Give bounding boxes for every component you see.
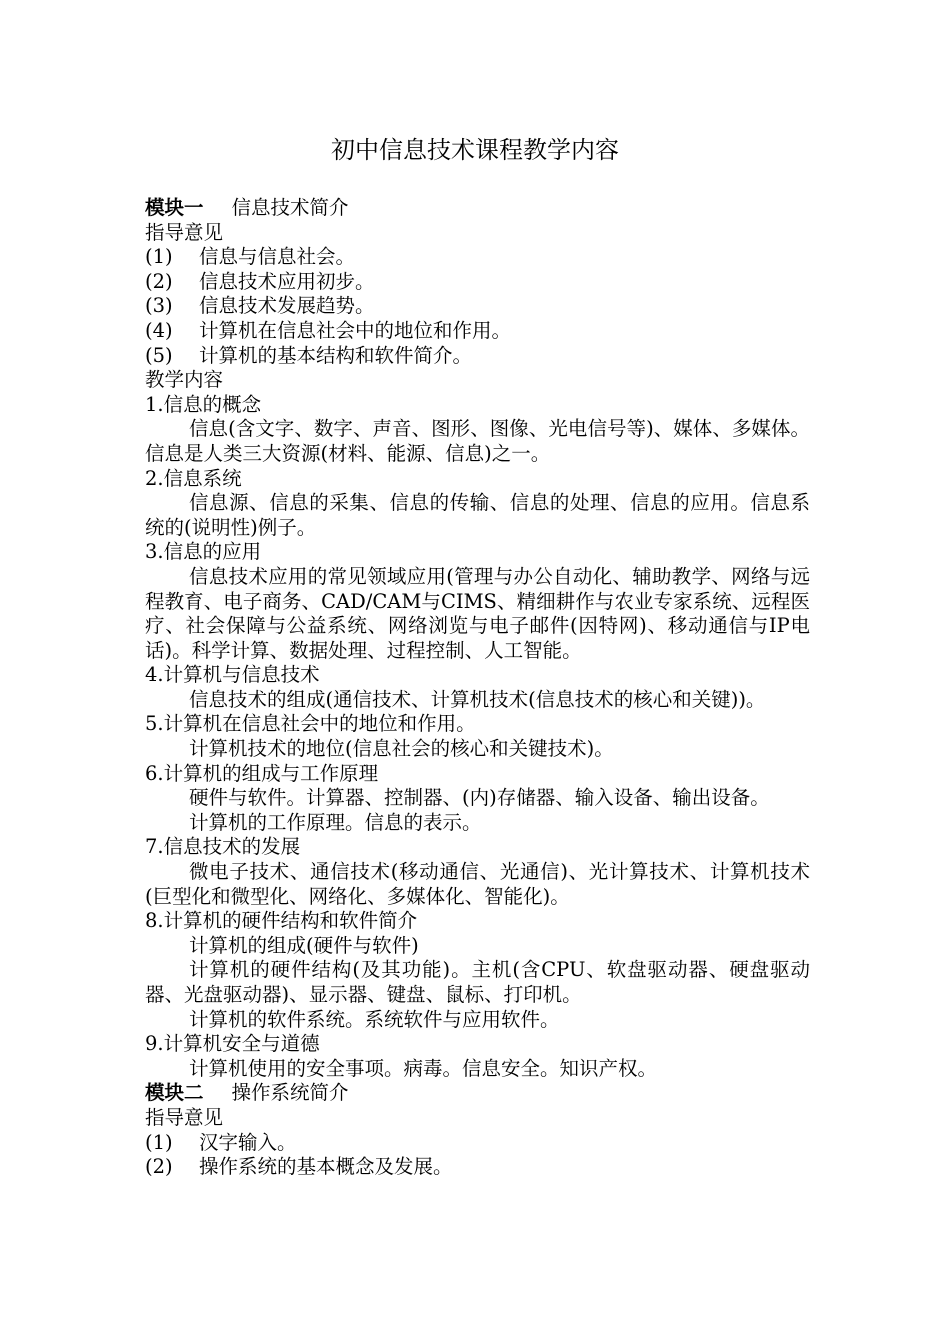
module-heading [145,196,810,221]
guide-item-number: (2) [145,269,173,293]
section-paragraph: 计算机技术的地位(信息社会的核心和关键技术)。 [189,737,614,761]
section-heading: 8.计算机的硬件结构和软件简介 [145,909,418,933]
section-paragraph: 硬件与软件。计算器、控制器、(内)存储器、输入设备、输出设备。 [189,786,770,810]
document-body [145,196,810,1180]
guide-item-text: 汉字输入。 [199,1130,297,1154]
guide-item-number: (2) [145,1155,173,1179]
guide-heading: 指导意见 [145,1105,224,1129]
guide-list [145,1131,810,1180]
module-name: 信息技术简介 [231,196,349,219]
content-sections [145,393,810,1082]
section-heading: 7.信息技术的发展 [145,835,301,859]
guide-item-text: 计算机的基本结构和软件简介。 [199,343,473,367]
section-paragraph: 信息技术应用的常见领域应用(管理与办公自动化、辅助教学、网络与远程教育、电子商务、CAD/CAM与CIMS、精细耕作与农业专家系统、远程医疗、社会保障与公益系统、网络浏览与电子邮件(因特网)、移动通信与IP电话)。科学计算、数据处理、过程控制、人工智能。 [145,564,810,662]
section-heading: 2.信息系统 [145,466,242,490]
content-heading: 教学内容 [145,368,224,392]
section-paragraph: 计算机的软件系统。系统软件与应用软件。 [189,1007,560,1031]
section-paragraph: 计算机使用的安全事项。病毒。信息安全。知识产权。 [189,1056,658,1080]
module-label: 模块二 [145,1081,204,1105]
module-label: 模块一 [145,196,204,219]
section-heading: 3.信息的应用 [145,540,262,564]
section-heading: 6.计算机的组成与工作原理 [145,761,379,785]
section-paragraph: 计算机的硬件结构(及其功能)。主机(含CPU、软盘驱动器、硬盘驱动器、光盘驱动器)、显示器、键盘、鼠标、打印机。 [145,958,810,1006]
guide-item-text: 信息与信息社会。 [199,245,356,269]
section-paragraph: 信息技术的组成(通信技术、计算机技术(信息技术的核心和关键))。 [189,687,766,711]
guide-item-number: (5) [145,343,173,367]
module-heading [145,1081,810,1106]
guide-item-number: (4) [145,318,173,342]
section-paragraph: 微电子技术、通信技术(移动通信、光通信)、光计算技术、计算机技术(巨型化和微型化、网络化、多媒体化、智能化)。 [145,860,810,908]
guide-item-number: (1) [145,1130,173,1154]
guide-item-text: 信息技术发展趋势。 [199,294,375,318]
guide-item [145,294,810,319]
section-heading: 4.计算机与信息技术 [145,663,320,687]
guide-item-number: (1) [145,245,173,269]
guide-item-text: 信息技术应用初步。 [199,269,375,293]
section-paragraph: 计算机的工作原理。信息的表示。 [189,810,482,834]
guide-item [145,270,810,295]
guide-item [145,245,810,270]
guide-item [145,319,810,344]
guide-item-text: 计算机在信息社会中的地位和作用。 [199,318,512,342]
section-paragraph: 信息源、信息的采集、信息的传输、信息的处理、信息的应用。信息系统的(说明性)例子。 [145,491,810,539]
guide-item-text: 操作系统的基本概念及发展。 [199,1155,453,1179]
section-heading: 1.信息的概念 [145,392,262,416]
guide-item [145,344,810,369]
guide-heading: 指导意见 [145,220,224,244]
guide-item-number: (3) [145,294,173,318]
guide-item [145,1155,810,1180]
module-name: 操作系统简介 [231,1081,349,1105]
section-heading: 9.计算机安全与道德 [145,1032,320,1056]
page-title: 初中信息技术课程教学内容 [331,136,619,164]
guide-list [145,245,810,368]
section-paragraph: 计算机的组成(硬件与软件) [189,933,419,957]
section-paragraph: 信息(含文字、数字、声音、图形、图像、光电信号等)、媒体、多媒体。信息是人类三大资源(材料、能源、信息)之一。 [145,417,810,465]
guide-item [145,1131,810,1156]
section-heading: 5.计算机在信息社会中的地位和作用。 [145,712,476,736]
